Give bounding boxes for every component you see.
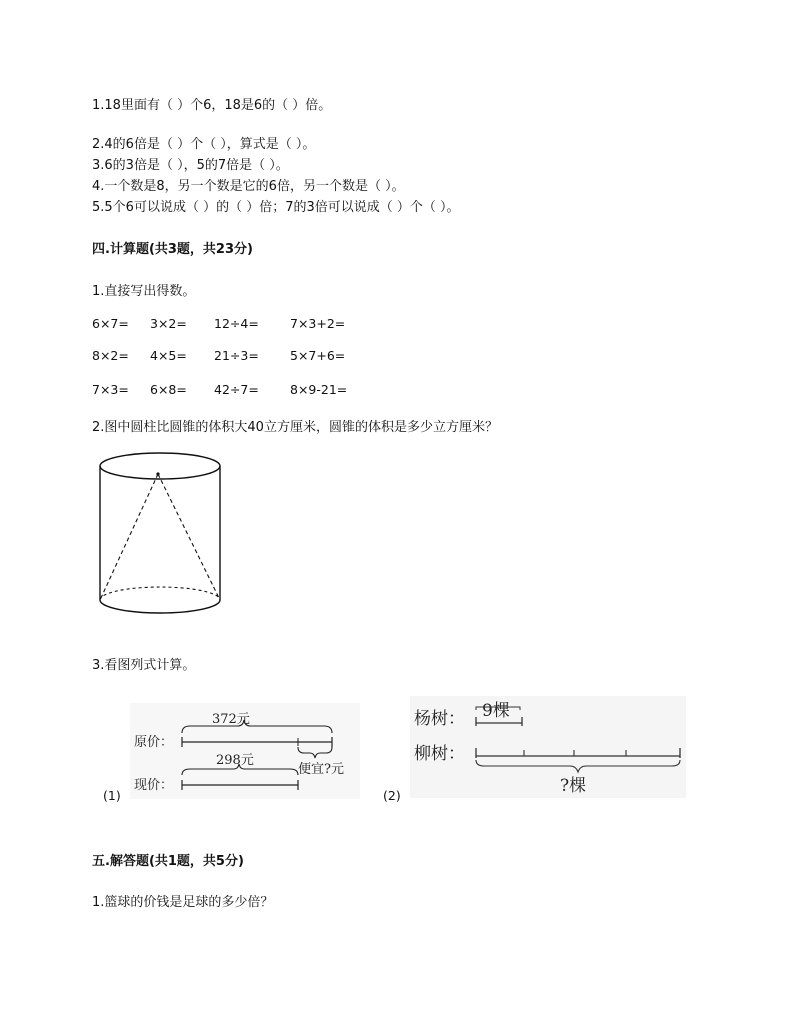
calc-cell: 3×2= [150,316,187,331]
poplar-label: 杨树： [414,709,465,729]
price-diagram [130,703,360,799]
willow-question: ?棵 [560,776,587,796]
question-line: 3.6的3倍是（ ），5的7倍是（ ）。 [92,158,289,173]
question-title: 1.直接写出得数。 [92,284,196,299]
section-heading: 五.解答题(共1题，共5分) [92,854,244,869]
question-title: 3.看图列式计算。 [92,658,196,673]
figure-index: (1) [103,788,121,803]
calc-cell: 8×9-21= [290,382,348,397]
current-price-value: 298元 [216,753,254,768]
calc-cell: 4×5= [150,348,187,363]
current-price-label: 现价： [134,778,174,793]
cylinder-cone-figure [94,448,228,620]
question-line: 1.18里面有（ ）个6，18是6的（ ）倍。 [92,98,332,113]
question-title: 1.篮球的价钱是足球的多少倍？ [92,895,274,910]
calc-cell: 21÷3= [214,348,259,363]
cylinder-bottom-back [100,587,220,600]
question-title: 2.图中圆柱比圆锥的体积大40立方厘米，圆锥的体积是多少立方厘米？ [92,420,498,435]
calc-cell: 7×3+2= [290,316,346,331]
cylinder-bottom-front [100,600,220,613]
tree-diagram [410,696,686,798]
cheaper-label: 便宜?元 [298,762,344,777]
cone-right-edge [158,474,220,600]
calc-cell: 8×2= [92,348,129,363]
calc-cell: 12÷4= [214,316,259,331]
section-heading: 四.计算题(共3题，共23分) [92,242,253,257]
willow-label: 柳树： [414,744,465,764]
calc-cell: 6×8= [150,382,187,397]
calc-cell: 7×3= [92,382,129,397]
original-price-label: 原价： [134,735,174,750]
cone-apex [156,472,159,475]
cone-left-edge [100,474,158,600]
poplar-value: 9棵 [482,701,510,721]
calc-cell: 6×7= [92,316,129,331]
cylinder-top-ellipse [100,453,220,479]
figure-index: (2) [383,788,401,803]
question-line: 5.5个6可以说成（ ）的（ ）倍；7的3倍可以说成（ ）个（ ）。 [92,200,460,215]
original-price-value: 372元 [212,712,250,727]
calc-cell: 42÷7= [214,382,259,397]
calc-cell: 5×7+6= [290,348,346,363]
question-line: 4.一个数是8，另一个数是它的6倍，另一个数是（ ）。 [92,179,405,194]
question-line: 2.4的6倍是（ ）个（ ），算式是（ ）。 [92,137,316,152]
